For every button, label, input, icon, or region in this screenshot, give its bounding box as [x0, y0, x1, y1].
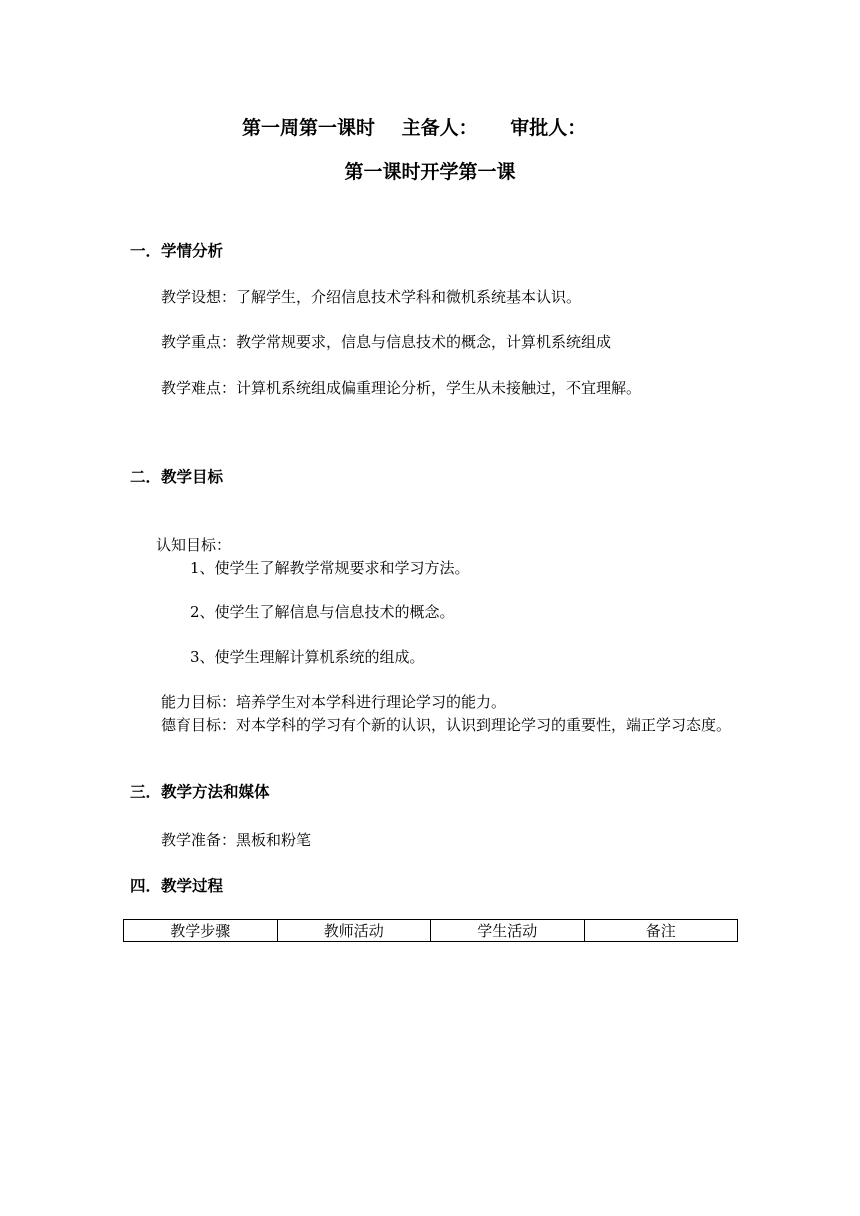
- table-header-row: [124, 920, 738, 942]
- cognitive-goal-item: 1、使学生了解教学常规要求和学习方法。: [190, 559, 470, 577]
- lesson-header: [242, 116, 586, 140]
- preparer-label: 主备人：: [401, 117, 478, 139]
- analysis-item-value: 教学常规要求，信息与信息技术的概念，计算机系统组成: [236, 333, 612, 351]
- teaching-prep-value: 黑板和粉笔: [236, 831, 312, 849]
- ability-goal-value: 培养学生对本学科进行理论学习的能力。: [236, 693, 507, 711]
- analysis-item-difficulty: [161, 378, 641, 398]
- analysis-item-label: 教学难点：: [161, 379, 237, 397]
- moral-goal-label: 德育目标：: [161, 716, 237, 734]
- analysis-item-label: 教学设想：: [161, 288, 237, 306]
- table-header-cell: 备注: [584, 920, 738, 942]
- analysis-item-value: 了解学生，介绍信息技术学科和微机系统基本认识。: [236, 288, 582, 306]
- analysis-item-label: 教学重点：: [161, 333, 237, 351]
- section-heading-analysis: 一．学情分析: [130, 242, 224, 260]
- moral-goal-value: 对本学科的学习有个新的认识，认识到理论学习的重要性，端正学习态度。: [236, 716, 732, 734]
- table-header-cell: 教师活动: [277, 920, 431, 942]
- week-lesson-label: 第一周第一课时: [242, 117, 376, 139]
- table-header-cell: 学生活动: [431, 920, 585, 942]
- table-header-cell: 教学步骤: [124, 920, 278, 942]
- cognitive-goal-item: 2、使学生了解信息与信息技术的概念。: [190, 603, 455, 621]
- teaching-prep-label: 教学准备：: [161, 831, 237, 849]
- lesson-title: 第一课时开学第一课: [344, 161, 516, 183]
- section-heading-process: 四．教学过程: [130, 877, 224, 895]
- moral-goal: [161, 715, 736, 735]
- approver-label: 审批人：: [510, 117, 587, 139]
- analysis-item-focus: [161, 332, 611, 352]
- ability-goal: [161, 692, 506, 712]
- analysis-item-value: 计算机系统组成偏重理论分析，学生从未接触过，不宜理解。: [236, 379, 642, 397]
- teaching-prep: [161, 830, 311, 850]
- section-heading-methods: 三．教学方法和媒体: [130, 783, 270, 801]
- analysis-item-design: [161, 287, 581, 307]
- cognitive-goals-label: 认知目标：: [156, 536, 232, 554]
- cognitive-goal-item: 3、使学生理解计算机系统的组成。: [190, 648, 425, 666]
- ability-goal-label: 能力目标：: [161, 693, 237, 711]
- section-heading-goals: 二．教学目标: [130, 468, 224, 486]
- teaching-process-table: [123, 919, 738, 942]
